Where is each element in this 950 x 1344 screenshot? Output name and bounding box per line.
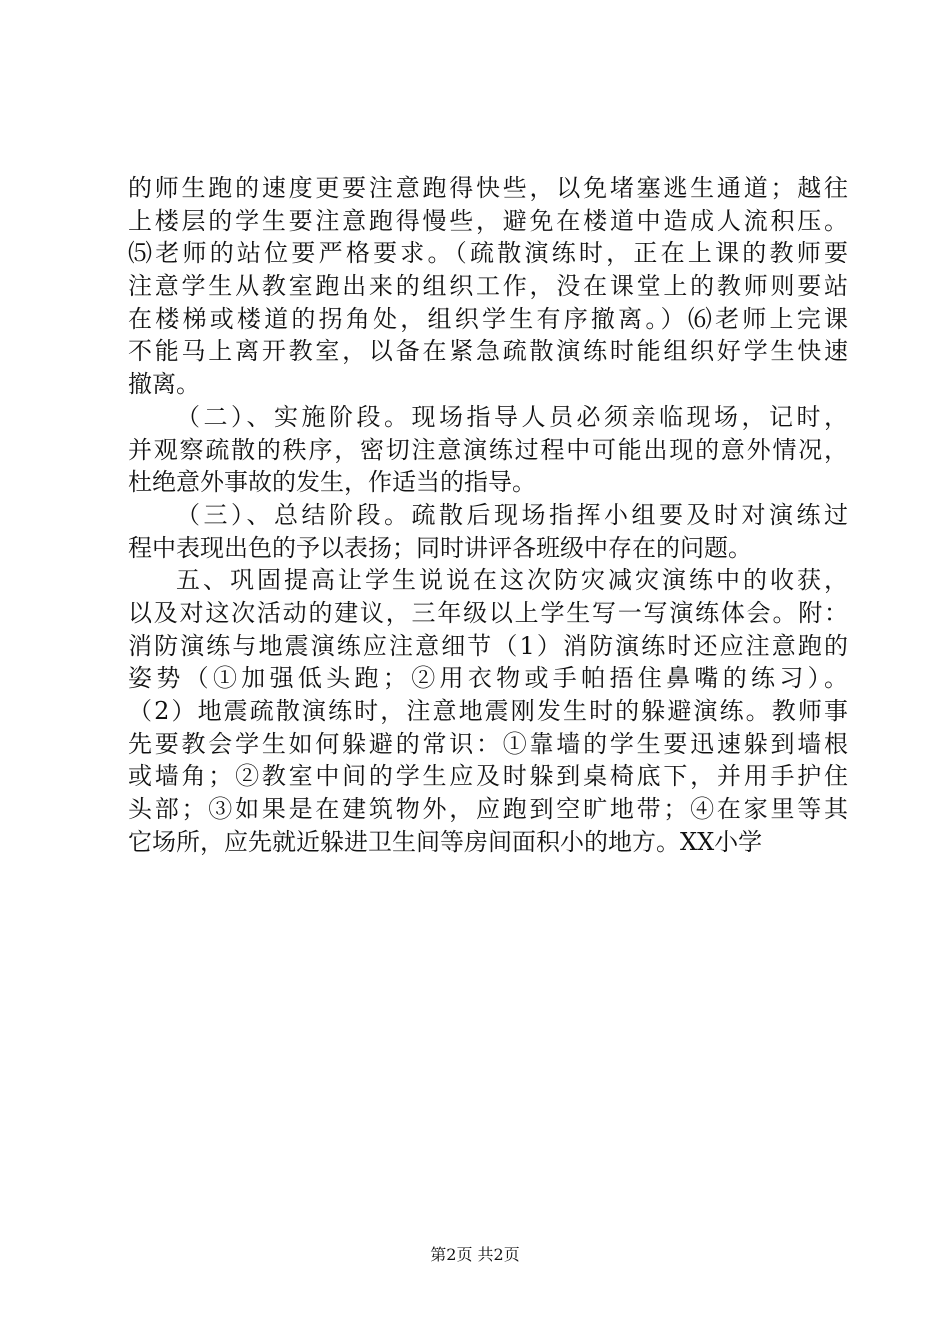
text-line: 先要教会学生如何躲避的常识：①靠墙的学生要迅速躲到墙根 <box>128 729 848 758</box>
text-line: 注意学生从教室跑出来的组织工作，没在课堂上的教师则要站 <box>128 272 848 301</box>
text-line: 它场所，应先就近躲进卫生间等房间面积小的地方。XX小学 <box>128 827 763 856</box>
text-line: 杜绝意外事故的发生，作适当的指导。 <box>128 468 536 497</box>
text-line: 或墙角；②教室中间的学生应及时躲到桌椅底下，并用手护住 <box>128 762 848 791</box>
page-number-footer: 第2页 共2页 <box>430 1245 520 1264</box>
text-line: 程中表现出色的予以表扬；同时讲评各班级中存在的问题。 <box>128 533 752 562</box>
text-line: 姿势（①加强低头跑；②用衣物或手帕捂住鼻嘴的练习）。 <box>128 664 848 693</box>
text-line: 不能马上离开教室，以备在紧急疏散演练时能组织好学生快速 <box>128 337 848 366</box>
text-line: 头部；③如果是在建筑物外，应跑到空旷地带；④在家里等其 <box>128 795 848 824</box>
text-line: 以及对这次活动的建议，三年级以上学生写一写演练体会。附： <box>128 598 848 627</box>
text-line: 消防演练与地震演练应注意细节（1）消防演练时还应注意跑的 <box>128 631 848 660</box>
text-line: ⑸老师的站位要严格要求。（疏散演练时，正在上课的教师要 <box>128 239 848 268</box>
text-line: 撤离。 <box>128 370 200 399</box>
text-line: （2）地震疏散演练时，注意地震刚发生时的躲避演练。教师事 <box>128 697 848 725</box>
document-body <box>128 172 848 858</box>
text-line: 的师生跑的速度更要注意跑得快些，以免堵塞逃生通道；越往 <box>128 174 848 202</box>
text-line: 上楼层的学生要注意跑得慢些，避免在楼道中造成人流积压。 <box>128 206 848 235</box>
text-line: （二）、实施阶段。现场指导人员必须亲临现场，记时， <box>176 402 848 431</box>
text-line: 五、巩固提高让学生说说在这次防灾减灾演练中的收获， <box>176 566 848 595</box>
text-line: 在楼梯或楼道的拐角处，组织学生有序撤离。）⑹老师上完课 <box>128 304 848 333</box>
text-line: （三）、总结阶段。疏散后现场指挥小组要及时对演练过 <box>176 500 848 529</box>
text-line: 并观察疏散的秩序，密切注意演练过程中可能出现的意外情况， <box>128 435 848 464</box>
